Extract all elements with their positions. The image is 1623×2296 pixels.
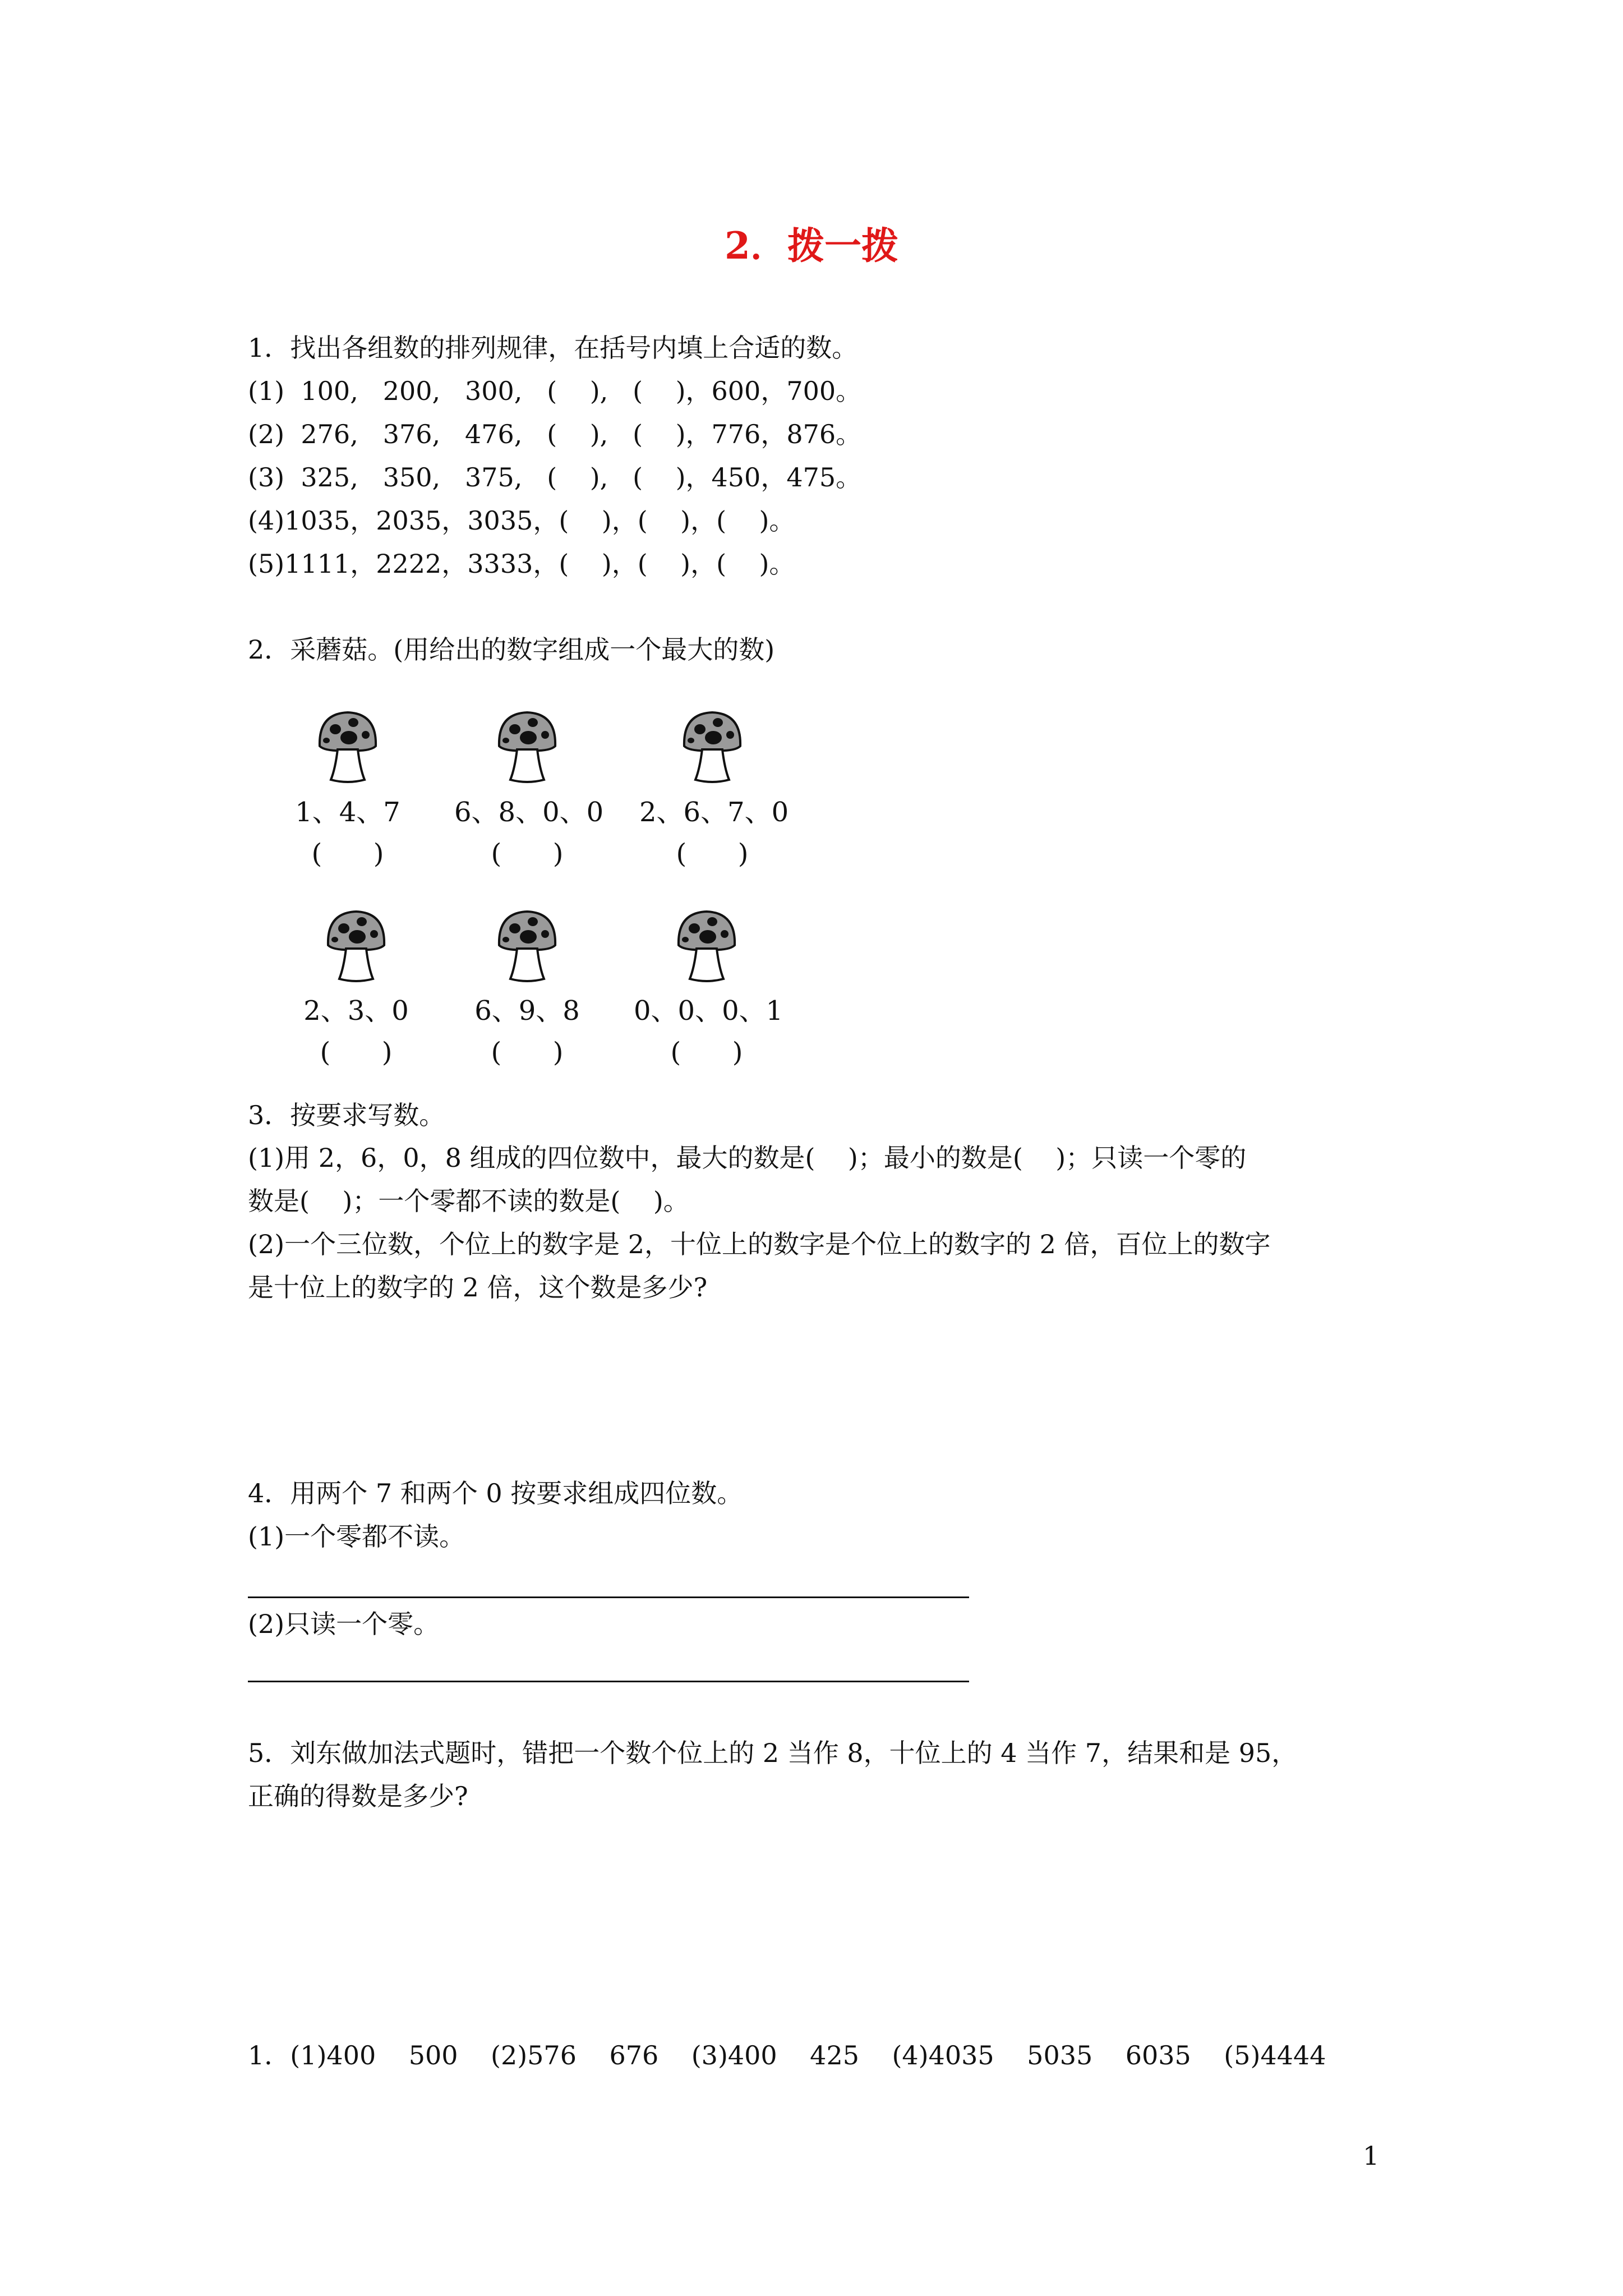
- q3-prompt: 3．按要求写数。: [248, 1100, 445, 1130]
- mushroom-icon: [673, 906, 740, 984]
- mushroom-digits: 1、4、7: [295, 797, 400, 828]
- mushroom-icon: [679, 707, 746, 785]
- mushroom-blank: ( ): [491, 838, 564, 869]
- q1-line-4: (4)1035，2035，3035，( )，( )，( )。: [248, 505, 795, 536]
- mushroom-icon: [494, 707, 561, 785]
- mushroom-digits: 2、3、0: [303, 995, 409, 1027]
- mushroom-digits: 2、6、7、0: [639, 797, 789, 828]
- page-number: 1: [1363, 2141, 1380, 2171]
- q3-line-4: 是十位上的数字的 2 倍，这个数是多少?: [248, 1272, 708, 1303]
- page-title: 2．拨一拨: [725, 224, 898, 268]
- mushroom-blank: ( ): [676, 838, 749, 869]
- q1-line-5: (5)1111，2222，3333，( )，( )，( )。: [248, 549, 795, 579]
- q5-line-2: 正确的得数是多少?: [248, 1781, 468, 1811]
- q4-sub-1: (1)一个零都不读。: [248, 1521, 465, 1552]
- q3-line-2: 数是( )；一个零都不读的数是( )。: [248, 1186, 689, 1216]
- mushroom-blank: ( ): [491, 1037, 564, 1068]
- q3-line-1: (1)用 2，6，0，8 组成的四位数中，最大的数是( )；最小的数是( )；只读一个零的: [248, 1143, 1247, 1173]
- mushroom-blank: ( ): [320, 1037, 393, 1068]
- answer-key: 1．(1)400 500 (2)576 676 (3)400 425 (4)4035 5035 6035 (5)4444: [248, 2040, 1326, 2070]
- q4-prompt: 4．用两个 7 和两个 0 按要求组成四位数。: [248, 1478, 743, 1508]
- q1-line-1: (1) 100, 200, 300, ( ), ( )，600，700。: [248, 376, 862, 406]
- q1-prompt: 1．找出各组数的排列规律，在括号内填上合适的数。: [248, 333, 858, 363]
- mushroom-icon: [322, 906, 390, 984]
- q4-sub-2: (2)只读一个零。: [248, 1609, 440, 1639]
- mushroom-blank: ( ): [670, 1037, 743, 1068]
- answer-line[interactable]: [248, 1596, 969, 1598]
- answer-line[interactable]: [248, 1681, 969, 1682]
- q3-line-3: (2)一个三位数，个位上的数字是 2，十位上的数字是个位上的数字的 2 倍，百位上的数字: [248, 1229, 1271, 1259]
- mushroom-icon: [494, 906, 561, 984]
- mushroom-digits: 6、9、8: [474, 995, 580, 1027]
- mushroom-digits: 0、0、0、1: [634, 995, 783, 1027]
- mushroom-digits: 6、8、0、0: [454, 797, 604, 828]
- q1-line-2: (2) 276, 376, 476, ( ), ( )，776，876。: [248, 419, 862, 449]
- q2-prompt: 2．采蘑菇。(用给出的数字组成一个最大的数): [248, 634, 775, 665]
- mushroom-icon: [314, 707, 381, 785]
- q1-line-3: (3) 325, 350, 375, ( ), ( )，450，475。: [248, 462, 862, 493]
- q5-line-1: 5．刘东做加法式题时，错把一个数个位上的 2 当作 8，十位上的 4 当作 7，结果和是 95，: [248, 1738, 1298, 1768]
- mushroom-blank: ( ): [311, 838, 384, 869]
